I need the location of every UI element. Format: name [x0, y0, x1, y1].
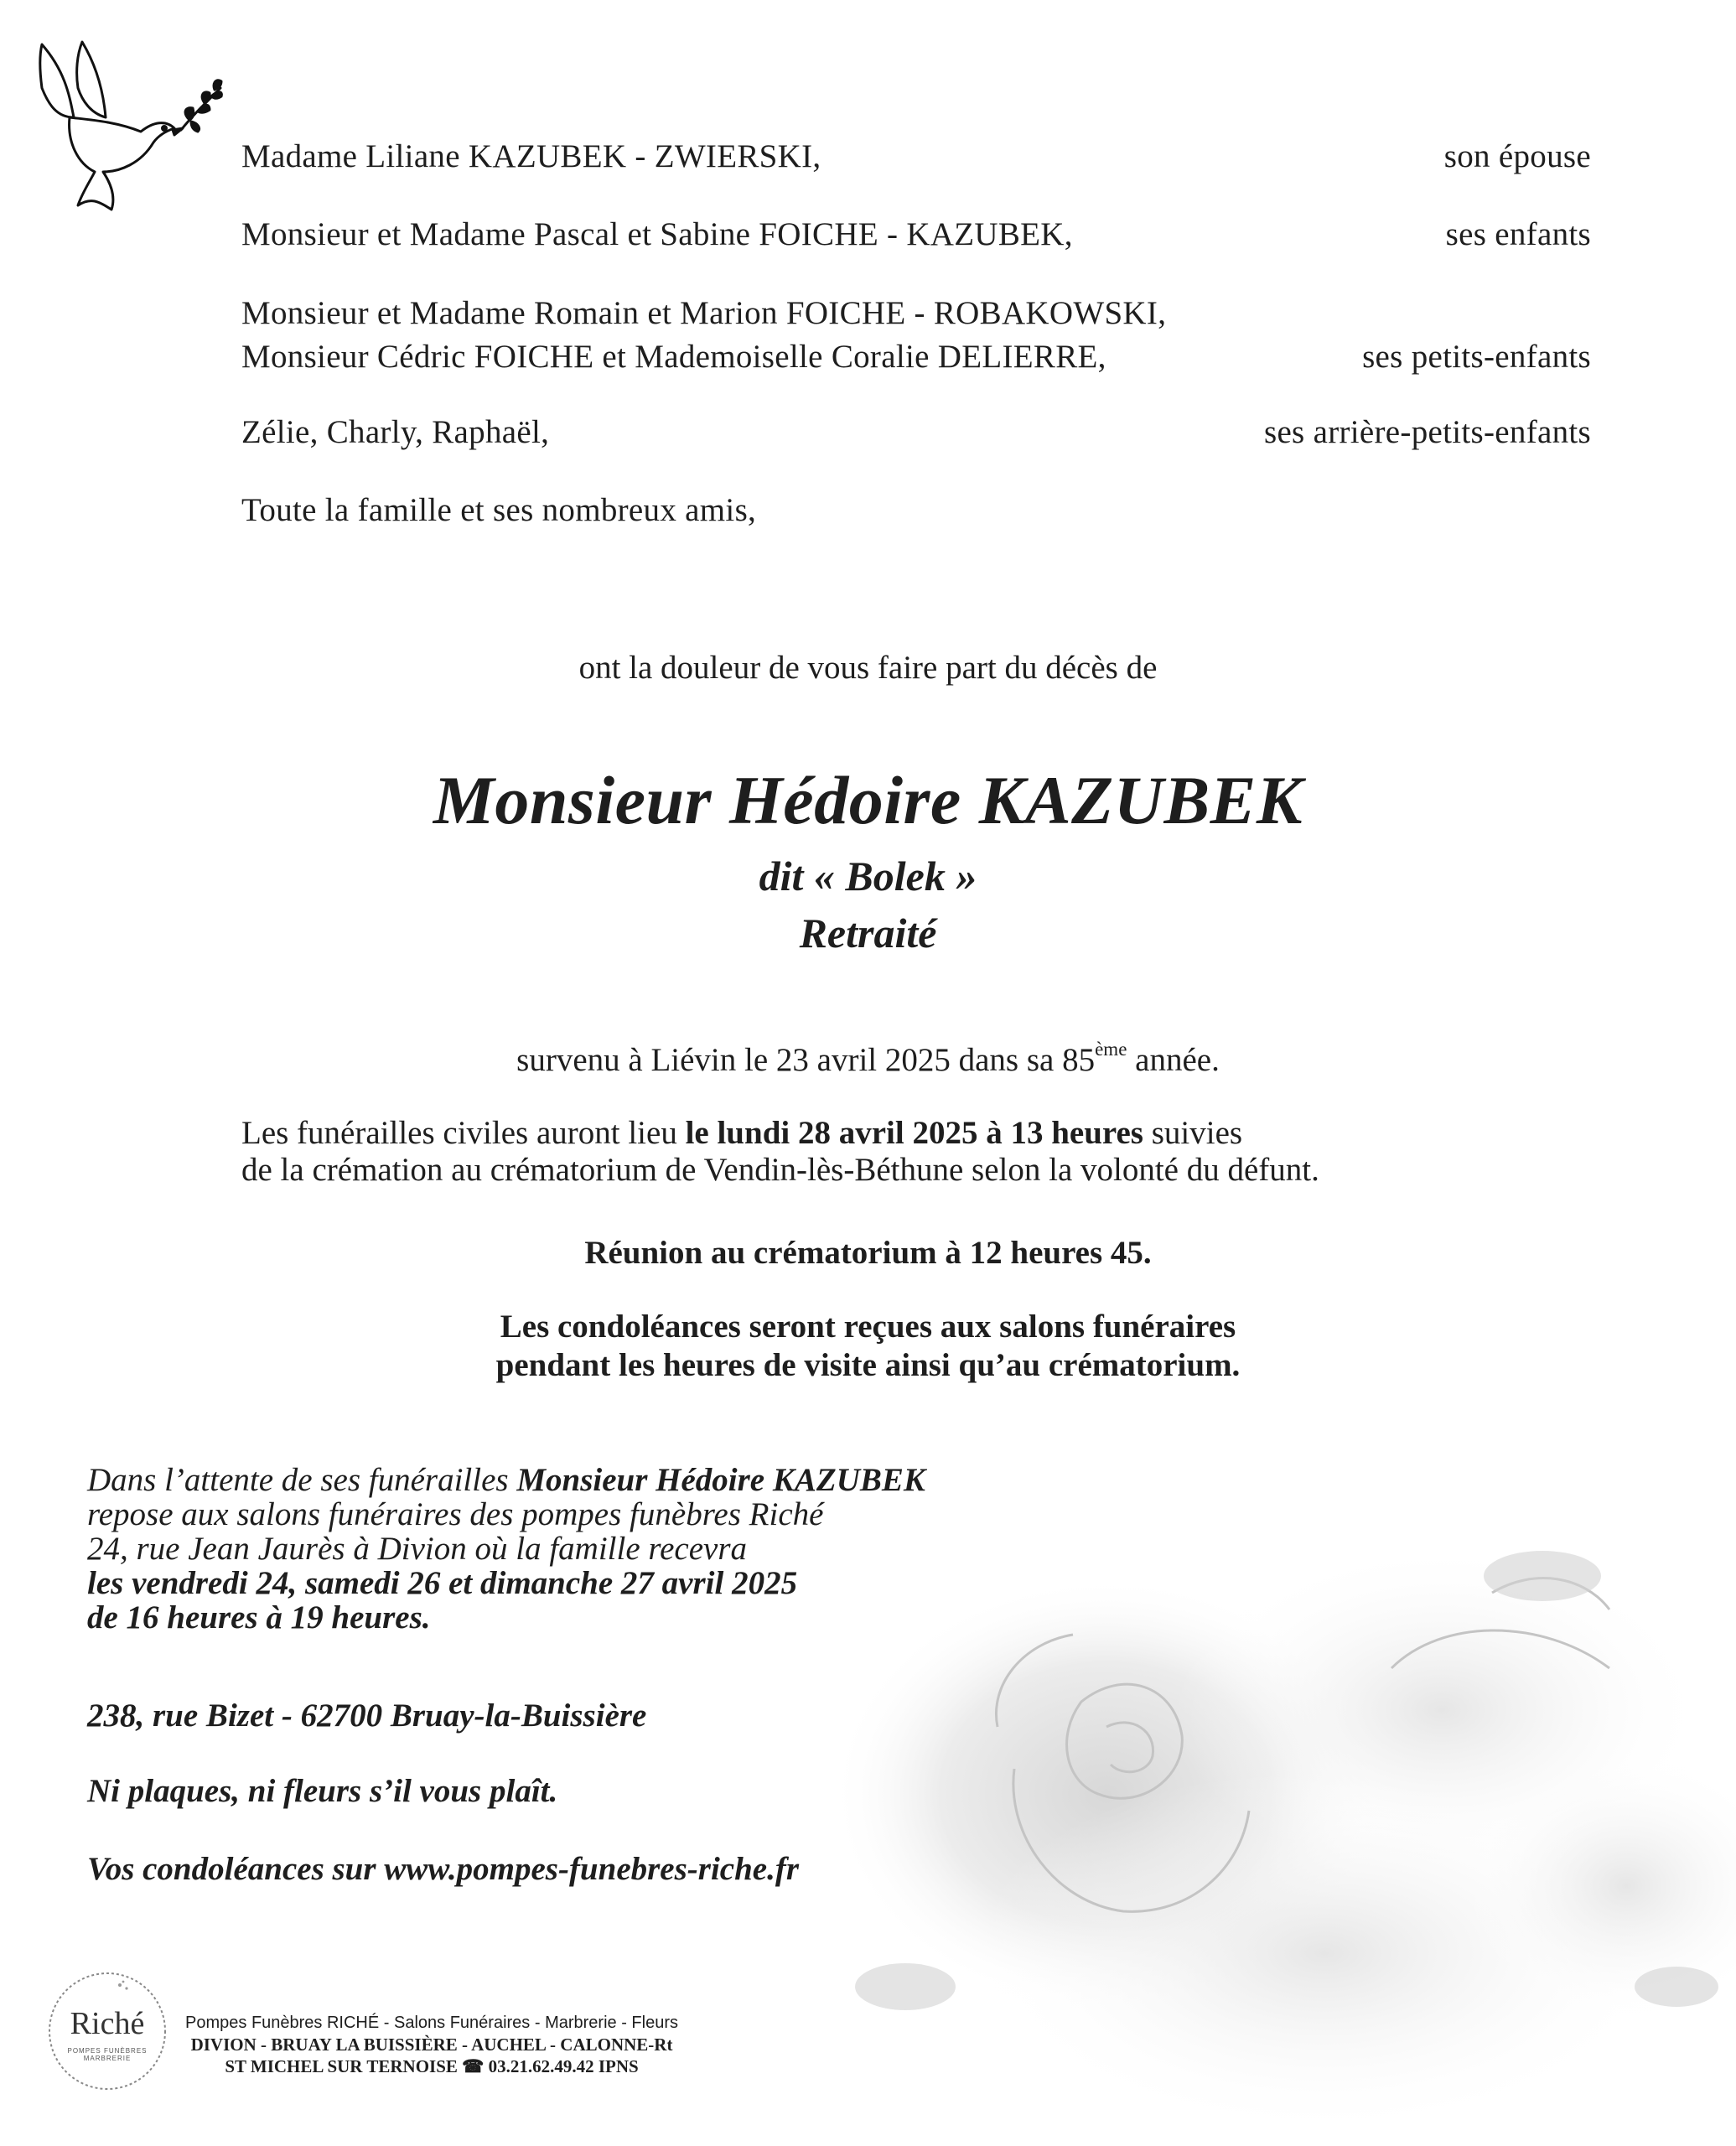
family-names	[241, 213, 1073, 257]
condolences-info	[0, 1308, 1736, 1385]
family-name-line: Toute la famille et ses nombreux amis,	[241, 492, 757, 528]
family-relation: ses enfants	[1445, 216, 1591, 252]
footer-contact	[176, 2055, 687, 2077]
wake-intro: Dans l’attente de ses funérailles	[87, 1462, 517, 1498]
family-row-friends	[241, 489, 1591, 532]
logo-subtitle: POMPES FUNÈBRES MARBRERIE	[67, 2047, 148, 2062]
death-notice-text: survenu à Liévin le 23 avril 2025 dans sa 85	[516, 1042, 1096, 1078]
family-names	[241, 489, 756, 532]
funeral-line-1	[241, 1115, 1482, 1152]
family-row-great-grandchildren	[241, 411, 1591, 454]
family-names	[241, 135, 821, 179]
wake-info	[87, 1463, 1135, 1635]
footer-town: ST MICHEL SUR TERNOISE	[225, 2056, 458, 2076]
deceased-occupation: Retraité	[799, 910, 937, 956]
family-name-line: Zélie, Charly, Raphaël,	[241, 414, 550, 450]
announcement-text: ont la douleur de vous faire part du décès de	[578, 650, 1158, 686]
riche-logo	[46, 1970, 168, 2092]
deceased-nickname: dit « Bolek »	[759, 853, 977, 899]
family-row-grandchildren	[241, 292, 1591, 379]
funeral-date: le lundi 28 avril 2025 à 13 heures	[685, 1115, 1143, 1151]
footer-services: Pompes Funèbres RICHÉ - Salons Funéraires - Marbrerie - Fleurs	[185, 2014, 678, 2032]
wake-hours: de 16 heures à 19 heures.	[87, 1599, 431, 1635]
family-relation: son épouse	[1443, 138, 1591, 174]
family-name-line: Monsieur Cédric FOICHE et Mademoiselle Coralie DELIERRE,	[241, 339, 1106, 375]
funeral-line-2: de la crémation au crématorium de Vendin-lès-Béthune selon la volonté du défunt.	[241, 1152, 1319, 1188]
home-address: 238, rue Bizet - 62700 Bruay-la-Buissière	[87, 1698, 647, 1734]
funeral-suffix: suivies	[1143, 1115, 1243, 1151]
condolences-line: pendant les heures de visite ainsi qu’au crématorium.	[495, 1347, 1241, 1383]
footer-locations: DIVION - BRUAY LA BUISSIÈRE - AUCHEL - CALONNE-Rt	[190, 2035, 673, 2055]
telephone-icon: ☎	[462, 2056, 485, 2076]
condolences-line: Les condoléances seront reçues aux salons funéraires	[500, 1309, 1236, 1345]
wake-dates: les vendredi 24, samedi 26 et dimanche 27 avril 2025	[87, 1565, 798, 1601]
family-relation: ses petits-enfants	[1362, 339, 1591, 375]
wake-line-2: repose aux salons funéraires des pompes funèbres Riché	[87, 1496, 824, 1532]
footer-phone: 03.21.62.49.42 IPNS	[488, 2056, 639, 2076]
family-name-line: Monsieur et Madame Pascal et Sabine FOICHE - KAZUBEK,	[241, 216, 1073, 252]
funeral-intro: Les funérailles civiles auront lieu	[241, 1115, 686, 1151]
condolences-website: Vos condoléances sur www.pompes-funebres-riche.fr	[87, 1851, 800, 1887]
family-names	[241, 411, 549, 454]
death-notice	[0, 1039, 1736, 1081]
logo-name: Riché	[70, 2006, 145, 2041]
ordinal-superscript: ème	[1095, 1039, 1127, 1060]
wake-line-1	[87, 1463, 1135, 1497]
meeting-info: Réunion au crématorium à 12 heures 45.	[584, 1235, 1152, 1271]
family-row-spouse	[241, 135, 1591, 179]
wake-line-3: 24, rue Jean Jaurès à Divion où la famille recevra	[87, 1531, 748, 1567]
death-notice-end: année.	[1127, 1042, 1220, 1078]
family-name-line: Monsieur et Madame Romain et Marion FOICHE - ROBAKOWSKI,	[241, 295, 1167, 331]
family-relation: ses arrière-petits-enfants	[1263, 414, 1591, 450]
no-flowers-note: Ni plaques, ni fleurs s’il vous plaît.	[87, 1773, 558, 1809]
deceased-name: Monsieur Hédoire KAZUBEK	[433, 762, 1303, 838]
dove-icon	[32, 38, 233, 218]
wake-deceased-name: Monsieur Hédoire KAZUBEK	[516, 1462, 925, 1498]
footer-info	[176, 2012, 687, 2077]
family-name-line: Madame Liliane KAZUBEK - ZWIERSKI,	[241, 138, 821, 174]
family-names	[241, 292, 1166, 379]
funeral-details	[241, 1115, 1482, 1189]
family-row-children	[241, 213, 1591, 257]
